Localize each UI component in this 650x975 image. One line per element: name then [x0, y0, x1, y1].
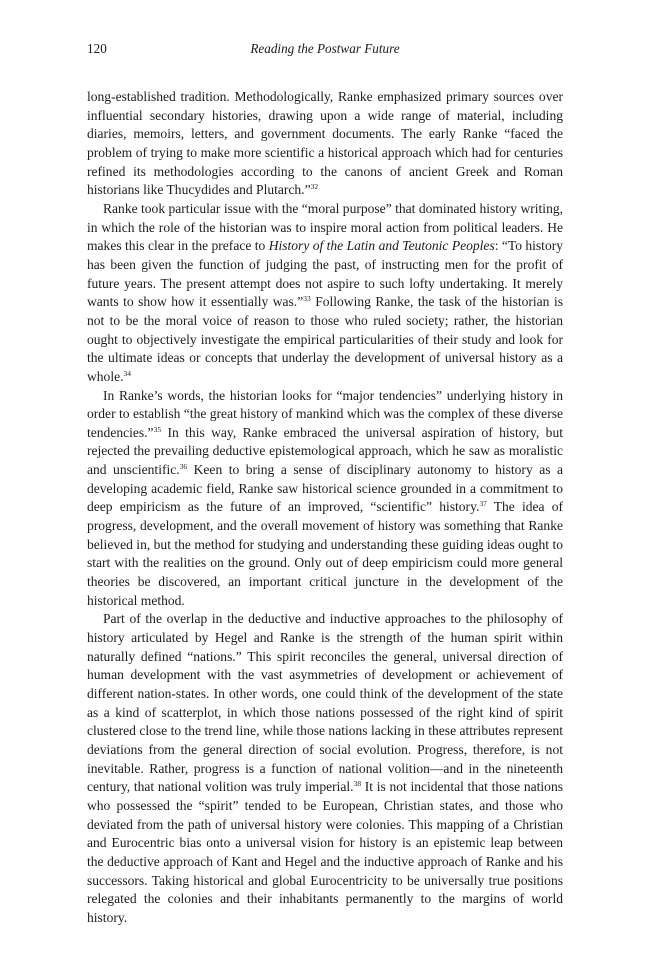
- footnote-marker: 32: [310, 182, 319, 192]
- running-header: [87, 41, 563, 61]
- paragraph-text: : “To history has been given the function of judging the past, of instructing men for the profit of future years. The present attempt does not aspire to such lofty undertaking. It merely wants to show how it essentially was.”: [87, 238, 564, 310]
- paragraph-text: It is not incidental that those nations who possessed the “spirit” tended to be European, Christian states, and those who deviated from the path of universal history were colonies. This mapping of a Christian and Eurocentric bias onto a universal vision for history is an epistemic leap between the deductive approach of Kant and Hegel and the inductive approach of Ranke and his successors. Taking historical and global Eurocentricity to be universally true positions relegated the colonies and their inhabitants permanently to the margins of world history.: [87, 779, 563, 925]
- body-text: [87, 88, 563, 928]
- paragraph-text: Following Ranke, the task of the historian is not to be the moral voice of reason to those who ruled society; rather, the historian ought to objectively investigate the empirical particularities of their study and look for the ultimate ideas or concepts that underlay the development of universal history as a whole.: [87, 294, 563, 384]
- paragraph: [87, 610, 563, 927]
- running-title: Reading the Postwar Future: [250, 41, 400, 56]
- paragraph-text: In this way, Ranke embraced the universal aspiration of history, but rejected the prevailing deductive epistemological approach, which he saw as moralistic and unscientific.: [87, 424, 563, 478]
- paragraph: [87, 200, 563, 387]
- book-title-italic: History of the Latin and Teutonic Peoples: [268, 238, 495, 254]
- paragraph: [87, 387, 563, 611]
- footnote-marker: 38: [353, 779, 362, 789]
- footnote-marker: 35: [153, 424, 162, 434]
- paragraph-text: Part of the overlap in the deductive and inductive approaches to the philosophy of history articulated by Hegel and Ranke is the strength of the human spirit within naturally defined “nations.” This spirit reconciles the general, universal direction of human development with the vast asymmetries of development or achievement of different nation-states. In other words, one could think of the development of the state as a kind of scatterplot, in which those nations possessed of the right kind of spirit clustered close to the trend line, while those nations lacking in these attributes represent deviations from the general direction of social evolution. Progress, therefore, is not inevitable. Rather, progress is a function of national volition—and in the nineteenth century, that national volition was truly imperial.: [87, 611, 563, 795]
- paragraph-text: In Ranke’s words, the historian looks for “major tendencies” underlying history in order to establish “the great history of mankind which was the complex of these diverse tendencies.”: [87, 387, 563, 440]
- paragraph-text: Ranke took particular issue with the “moral purpose” that dominated history writing, in which the role of the historian was to inspire moral action from political leaders. He makes this clear in the preface to: [87, 200, 563, 254]
- footnote-marker: 33: [303, 294, 311, 304]
- paragraph-text: Keen to bring a sense of disciplinary autonomy to history as a developing academic field, Ranke saw historical science grounded in a commitment to deep empiricism as the future of an improved, “scientific” history.: [87, 462, 563, 515]
- footnote-marker: 34: [123, 368, 131, 378]
- footnote-marker: 36: [179, 462, 188, 472]
- paragraph: [87, 88, 563, 200]
- page-number: 120: [87, 41, 107, 56]
- paragraph-text: The idea of progress, development, and the overall movement of history was something that Ranke believed in, but the method for studying and understanding these guiding ideas ought to start with the realities on the ground. Only out of deep empiricism could more general theories be discovered, an important critical juncture in the development of the historical method.: [87, 499, 563, 608]
- footnote-marker: 37: [479, 499, 487, 509]
- paragraph-text: long-established tradition. Methodologically, Ranke emphasized primary sources over influential secondary histories, drawing upon a wide range of material, including diaries, memoirs, letters, and government documents. The early Ranke “faced the problem of trying to make more scientific a historical approach which had for centuries refined its methodologies according to the canons of ancient Greek and Roman historians like Thucydides and Plutarch.”: [87, 89, 563, 198]
